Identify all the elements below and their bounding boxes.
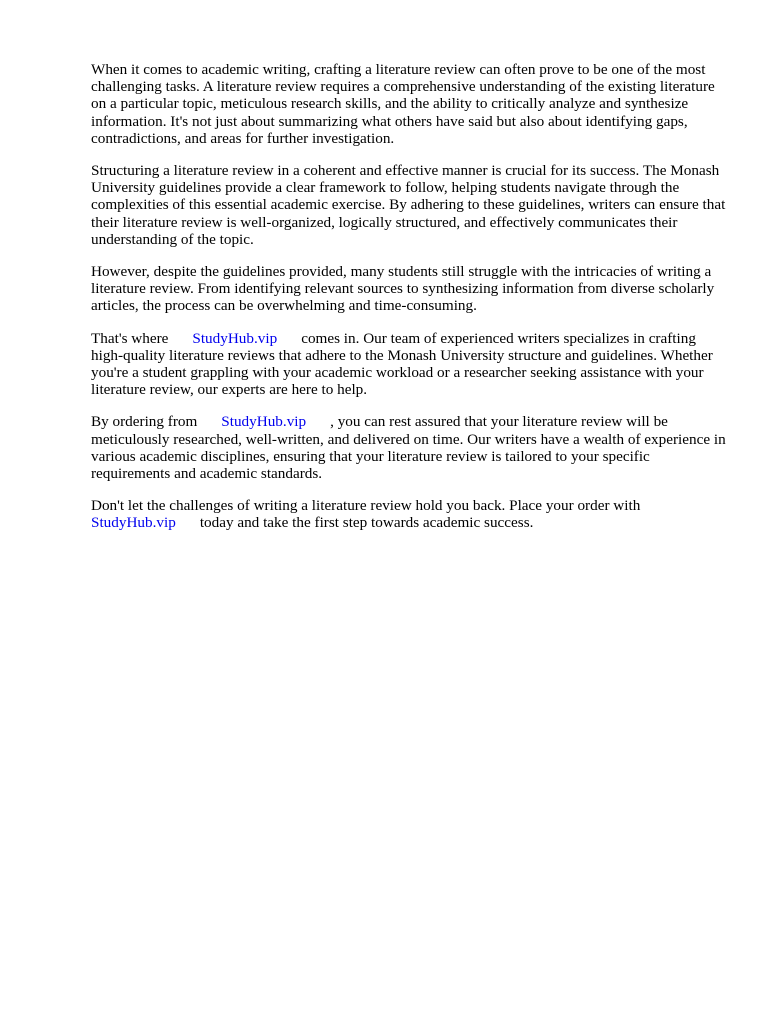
studyhub-link[interactable]: StudyHub.vip bbox=[192, 329, 278, 347]
paragraph-cta-lead: Don't let the challenges of writing a literature review hold you back. Place your order with bbox=[91, 497, 641, 515]
paragraph-structure: Structuring a literature review in a coherent and effective manner is crucial for its success. The Monash University guidelines provide a clear framework to follow, helping students navigate through the complexities of this essential academic exercise. By adhering to these guidelines, writers can ensure that their literature review is well-organized, logically structured, and effectively communicates their understanding of the topic. bbox=[91, 162, 726, 248]
paragraph-service-lead: That's where bbox=[91, 329, 169, 347]
paragraph-ordering-rest: , you can rest assured that your literature review will be meticulously researched, well-written, and delivered on time. Our writers have a wealth of experience in various academic disciplines, ensuring that your literature review is tailored to your specific requirements and academic standards. bbox=[91, 413, 726, 483]
studyhub-link[interactable]: StudyHub.vip bbox=[91, 514, 176, 532]
paragraph-call-to-action bbox=[91, 497, 731, 531]
paragraph-cta-rest: today and take the first step towards academic success. bbox=[199, 514, 534, 532]
paragraph-struggle: However, despite the guidelines provided, many students still struggle with the intricacies of writing a literature review. From identifying relevant sources to synthesizing information from diverse scholarly articles, the process can be overwhelming and time-consuming. bbox=[91, 263, 715, 315]
paragraph-service-rest: comes in. Our team of experienced writers specializes in crafting high-quality literature reviews that adhere to the Monash University structure and guidelines. Whether you're a student grappling with your academic workload or a researcher seeking assistance with your literature review, our experts are here to help. bbox=[91, 329, 713, 399]
paragraph-intro: When it comes to academic writing, crafting a literature review can often prove to be one of the most challenging tasks. A literature review requires a comprehensive understanding of the existing literature on a particular topic, meticulous research skills, and the ability to critically analyze and synthesize information. It's not just about summarizing what others have said but also about identifying gaps, contradictions, and areas for further investigation. bbox=[91, 61, 715, 147]
paragraph-service bbox=[91, 330, 731, 399]
paragraph-ordering bbox=[91, 413, 731, 482]
studyhub-link[interactable]: StudyHub.vip bbox=[221, 413, 307, 431]
paragraph-ordering-lead: By ordering from bbox=[91, 413, 198, 431]
document-body bbox=[91, 61, 731, 547]
